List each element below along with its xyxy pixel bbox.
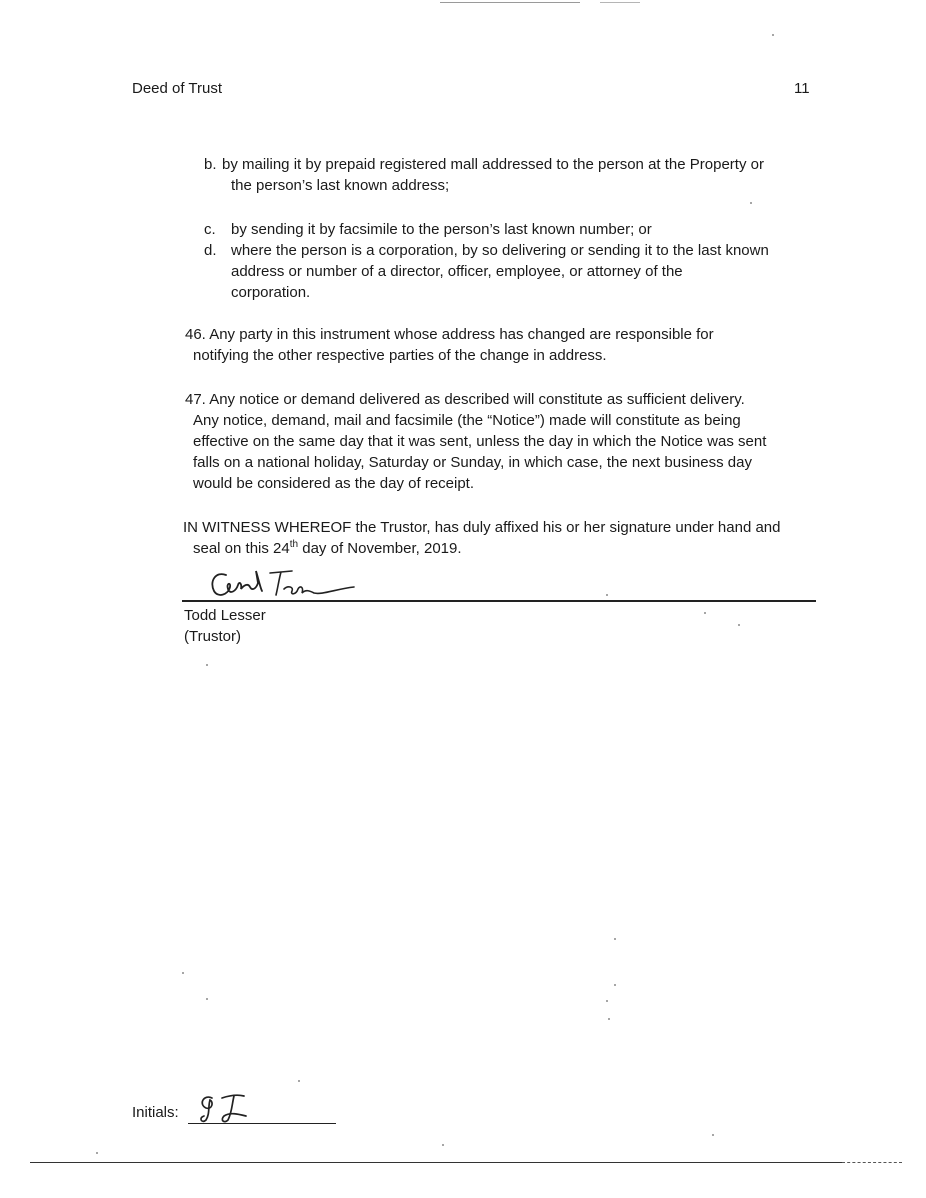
signatory-name: Todd Lesser: [184, 607, 266, 624]
initials-label: Initials:: [132, 1104, 179, 1121]
list-item-text: by sending it by facsimile to the person’s last known number; or: [231, 221, 652, 238]
scan-speck: [614, 938, 616, 940]
clause-47-text: effective on the same day that it was sent, unless the day in which the Notice was sent: [193, 433, 767, 450]
page-number: 11: [794, 80, 810, 97]
scan-speck: [772, 34, 774, 36]
footer-rule: [30, 1162, 842, 1163]
scan-speck: [608, 1018, 610, 1020]
signatory-role: (Trustor): [184, 628, 241, 645]
list-item-text: corporation.: [231, 284, 311, 301]
scan-speck: [750, 202, 752, 204]
scan-speck: [206, 664, 208, 666]
scan-speck: [298, 1080, 300, 1082]
scan-speck: [206, 998, 208, 1000]
witness-text: seal on this 24th day of November, 2019.: [193, 539, 462, 557]
clause-47-text: would be considered as the day of receipt.: [193, 475, 475, 492]
scan-artifact-top: [440, 2, 580, 3]
document-title: Deed of Trust: [132, 80, 223, 97]
initials-line: [188, 1123, 336, 1124]
signature-line: [182, 600, 816, 602]
footer-rule-dashed: [842, 1162, 902, 1164]
scan-speck: [712, 1134, 714, 1136]
clause-46-text: 46. Any party in this instrument whose address has changed are responsible for: [185, 326, 714, 343]
scan-speck: [606, 594, 608, 596]
list-letter: d.: [204, 242, 217, 259]
scan-artifact-top: [600, 2, 640, 3]
clause-47-text: Any notice, demand, mail and facsimile (the “Notice”) made will constitute as being: [193, 412, 741, 429]
scan-speck: [182, 972, 184, 974]
witness-text: IN WITNESS WHEREOF the Trustor, has duly affixed his or her signature under hand and: [183, 519, 781, 536]
list-item-text: where the person is a corporation, by so delivering or sending it to the last known: [231, 242, 769, 259]
clause-47-text: falls on a national holiday, Saturday or Sunday, in which case, the next business day: [193, 454, 752, 471]
list-item-text: by mailing it by prepaid registered mall addressed to the person at the Property or: [222, 156, 764, 173]
handwritten-signature: [206, 565, 366, 603]
clause-47-text: 47. Any notice or demand delivered as described will constitute as sufficient delivery.: [185, 391, 745, 408]
scan-speck: [96, 1152, 98, 1154]
scan-speck: [738, 624, 740, 626]
scan-speck: [606, 1000, 608, 1002]
list-letter: c.: [204, 221, 216, 238]
scan-speck: [442, 1144, 444, 1146]
list-item-text: the person’s last known address;: [231, 177, 450, 194]
list-letter: b.: [204, 156, 217, 173]
scan-speck: [704, 612, 706, 614]
handwritten-initials: [196, 1090, 256, 1124]
list-item-text: address or number of a director, officer, employee, or attorney of the: [231, 263, 683, 280]
scan-speck: [614, 984, 616, 986]
clause-46-text: notifying the other respective parties of the change in address.: [193, 347, 607, 364]
